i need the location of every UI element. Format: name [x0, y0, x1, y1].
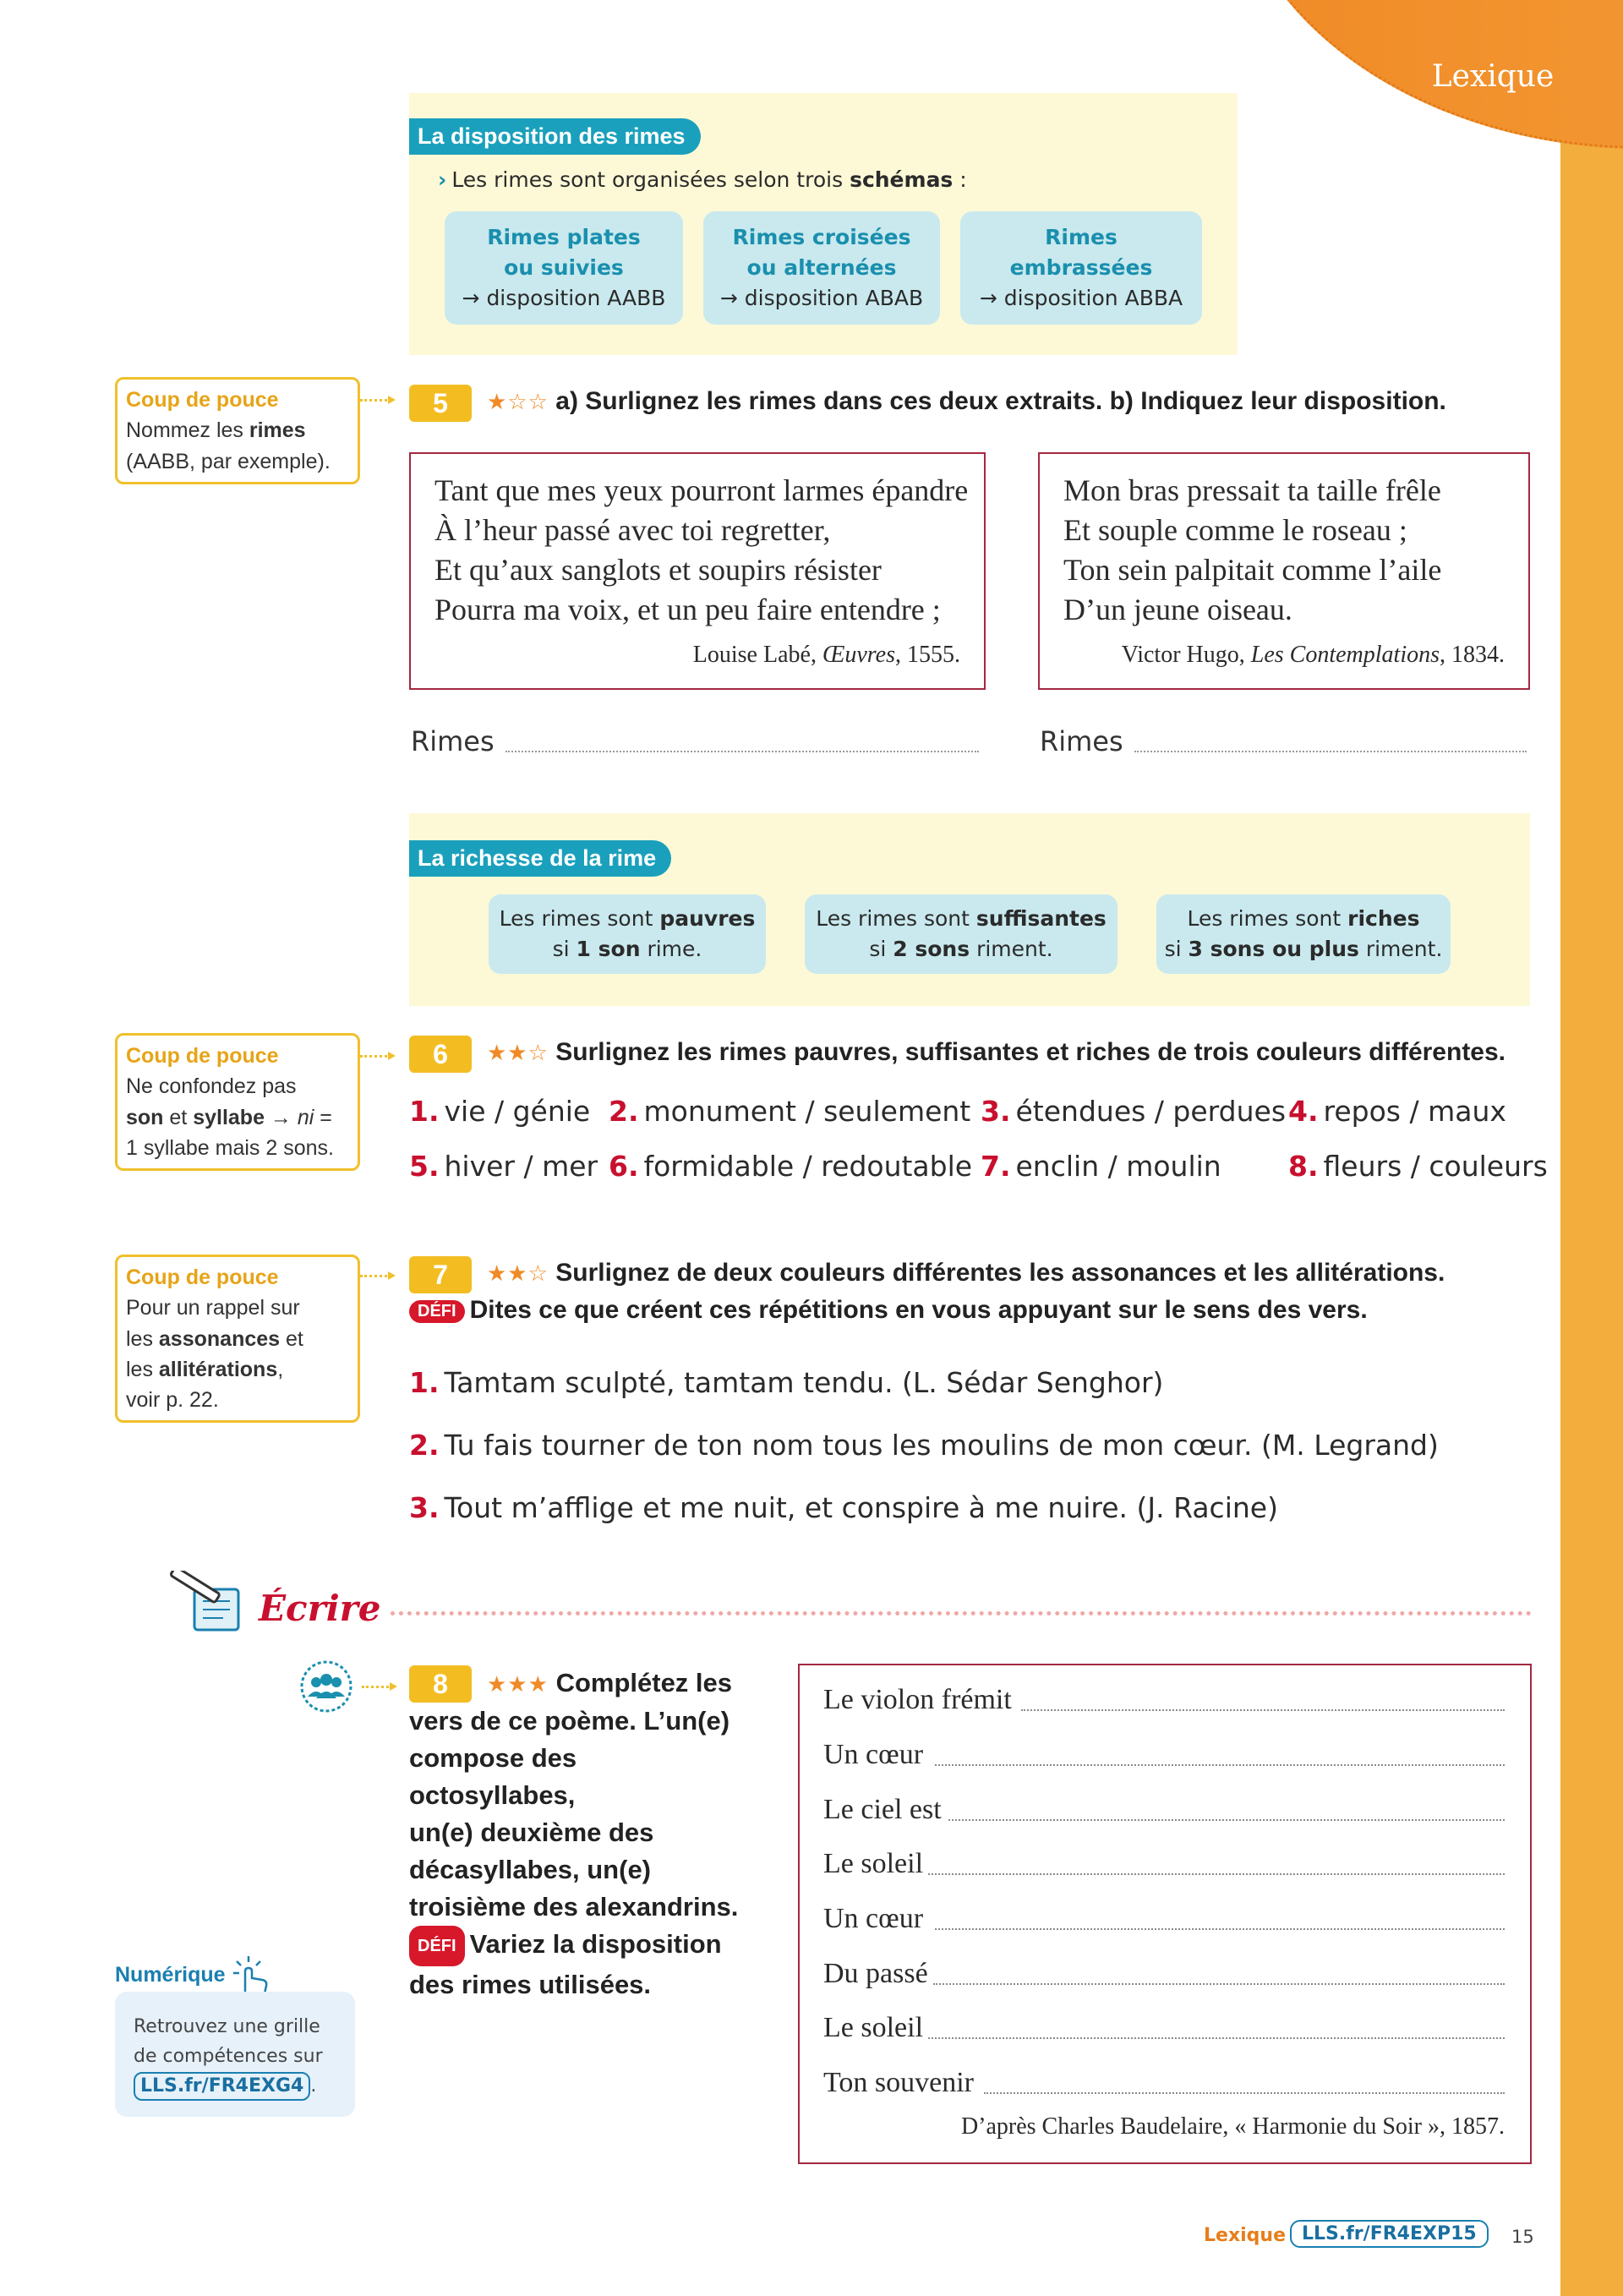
poem-line: Ton sein palpitait comme l’aile [1063, 553, 1442, 587]
footer-link[interactable]: LLS.fr/FR4EXP15 [1290, 2220, 1489, 2248]
list-item: 7. enclin / moulin [981, 1150, 1221, 1183]
list-item: 2. monument / seulement [609, 1095, 971, 1128]
poem-answer-line[interactable] [1021, 1709, 1505, 1711]
poem-answer-line[interactable] [928, 1873, 1505, 1875]
hint-box-ex7: Coup de pouce Pour un rappel sur les assonances et les allitérations, voir p. 22. [115, 1255, 360, 1423]
poem-answer-line[interactable] [984, 2092, 1505, 2094]
exercise-number: 5 [409, 385, 472, 422]
numerique-title: Numérique [115, 1963, 226, 1987]
exercise-number: 8 [409, 1665, 472, 1703]
hint-connector [360, 1055, 392, 1058]
poem-line: Le soleil [823, 1848, 924, 1879]
poem-box-labe [409, 452, 986, 690]
list-item: 3. étendues / perdues [981, 1095, 1287, 1128]
rich-card-pauvres: Les rimes sont pauvres si 1 son rime. [489, 894, 766, 974]
schema-card-plates: Rimes plates ou suivies → disposition AABB [445, 211, 683, 325]
pointer-click-icon [228, 1954, 272, 1995]
poem-source: Victor Hugo, Les Contemplations, 1834. [1121, 642, 1505, 668]
footer-section-label: Lexique [1204, 2225, 1287, 2246]
chevron-right-icon: › [438, 167, 447, 192]
richesse-tag: La richesse de la rime [409, 840, 671, 877]
list-item: 2. Tu fais tourner de ton nom tous les moulins de mon cœur. (M. Legrand) [409, 1429, 1439, 1462]
poem-line: Le ciel est [823, 1794, 942, 1825]
disposition-intro: › Les rimes sont organisées selon trois schémas : [438, 167, 967, 192]
poem-answer-line[interactable] [933, 1983, 1505, 1985]
poem-answer-line[interactable] [935, 1764, 1505, 1766]
hint-box-ex6: Coup de pouce Ne confondez pas son et syllabe → ni = 1 syllabe mais 2 sons. [115, 1033, 360, 1171]
rimes-answer-line[interactable] [505, 751, 979, 752]
hint-connector [360, 399, 392, 402]
list-item: 1. Tamtam sculpté, tamtam tendu. (L. Sédar Senghor) [409, 1366, 1164, 1399]
difficulty-stars: ★☆☆ [487, 389, 549, 414]
difficulty-stars: ★★☆ [487, 1040, 549, 1065]
section-title: Lexique [1431, 59, 1555, 94]
competence-grid-link[interactable]: LLS.fr/FR4EXG4 [134, 2072, 310, 2101]
rimes-label: Rimes [1040, 725, 1123, 757]
difficulty-stars: ★★★ [487, 1671, 549, 1697]
exercise-7-question: ★★☆ Surlignez de deux couleurs différentes les assonances et les allitérations. [487, 1259, 1445, 1287]
poem-answer-line[interactable] [935, 1928, 1505, 1930]
poem-line: Un cœur [823, 1903, 924, 1934]
rich-card-riches: Les rimes sont riches si 3 sons ou plus riment. [1156, 894, 1451, 974]
poem-line: Et qu’aux sanglots et soupirs résister [434, 553, 882, 587]
poem-line: Tant que mes yeux pourront larmes épandre [434, 473, 969, 507]
rich-card-suffisantes: Les rimes sont suffisantes si 2 sons riment. [805, 894, 1118, 974]
disposition-tag: La disposition des rimes [409, 118, 701, 155]
poem-line: Ton souvenir [823, 2067, 974, 2098]
defi-badge: DÉFI [409, 1300, 465, 1323]
difficulty-stars: ★★☆ [487, 1260, 549, 1286]
icon-connector [362, 1686, 394, 1688]
list-item: 8. fleurs / couleurs [1288, 1150, 1548, 1183]
list-item: 6. formidable / redoutable [609, 1150, 973, 1183]
header-decoration [1226, 0, 1623, 149]
writing-icon [169, 1571, 254, 1638]
poem-answer-line[interactable] [928, 2037, 1505, 2039]
defi-badge: DÉFI [409, 1926, 465, 1966]
hint-connector [360, 1275, 392, 1277]
exercise-number: 7 [409, 1256, 472, 1293]
list-item: 5. hiver / mer [409, 1150, 598, 1183]
poem-line: Un cœur [823, 1739, 924, 1770]
section-divider [391, 1611, 1532, 1615]
poem-answer-line[interactable] [948, 1819, 1505, 1821]
group-work-icon [299, 1659, 353, 1714]
poem-line: Et souple comme le roseau ; [1063, 513, 1407, 547]
poem-completion-box [798, 1664, 1532, 2164]
list-item: 1. vie / génie [409, 1095, 591, 1128]
numerique-box: Retrouvez une grille de compétences sur LLS.fr/FR4EXG4 . [115, 1992, 355, 2117]
poem-source: D’après Charles Baudelaire, « Harmonie du Soir », 1857. [960, 2113, 1505, 2140]
poem-source: Louise Labé, Œuvres, 1555. [692, 642, 960, 668]
poem-line: Le violon frémit [823, 1684, 1012, 1715]
poem-line: Du passé [823, 1958, 928, 1989]
exercise-8-question: ★★★ Complétez les vers de ce poème. L’un(e) compose des octosyllabes, un(e) deuxième des décasyllabes, un(e) troisième des alexandrins. DÉFI Variez la disposition des rimes utilisées. [409, 1668, 739, 1999]
poem-line: D’un jeune oiseau. [1063, 593, 1292, 626]
schema-card-embrassees: Rimes embrassées → disposition ABBA [960, 211, 1202, 325]
rimes-answer-line[interactable] [1134, 751, 1527, 752]
ecrire-heading: Écrire [259, 1588, 381, 1629]
exercise-7-defi: DÉFI Dites ce que créent ces répétitions en vous appuyant sur le sens des vers. [409, 1296, 1368, 1325]
exercise-6-question: ★★☆ Surlignez les rimes pauvres, suffisantes et riches de trois couleurs différentes. [487, 1038, 1506, 1066]
list-item: 4. repos / maux [1288, 1095, 1506, 1128]
poem-box-hugo [1038, 452, 1530, 690]
exercise-5-question: ★☆☆ a) Surlignez les rimes dans ces deux extraits. b) Indiquez leur disposition. [487, 387, 1446, 415]
list-item: 3. Tout m’afflige et me nuit, et conspire à me nuire. (J. Racine) [409, 1491, 1278, 1524]
poem-line: Pourra ma voix, et un peu faire entendre ; [434, 593, 941, 626]
poem-line: À l’heur passé avec toi regretter, [434, 513, 831, 547]
hint-box-ex5: Coup de pouce Nommez les rimes (AABB, par exemple). [115, 377, 360, 484]
exercise-number: 6 [409, 1036, 472, 1073]
schema-card-croisees: Rimes croisées ou alternées → disposition ABAB [703, 211, 940, 325]
poem-line: Mon bras pressait ta taille frêle [1063, 473, 1441, 507]
page-number: 15 [1511, 2227, 1534, 2247]
poem-line: Le soleil [823, 2012, 924, 2043]
right-color-band [1560, 127, 1623, 2296]
rimes-label: Rimes [411, 725, 495, 757]
